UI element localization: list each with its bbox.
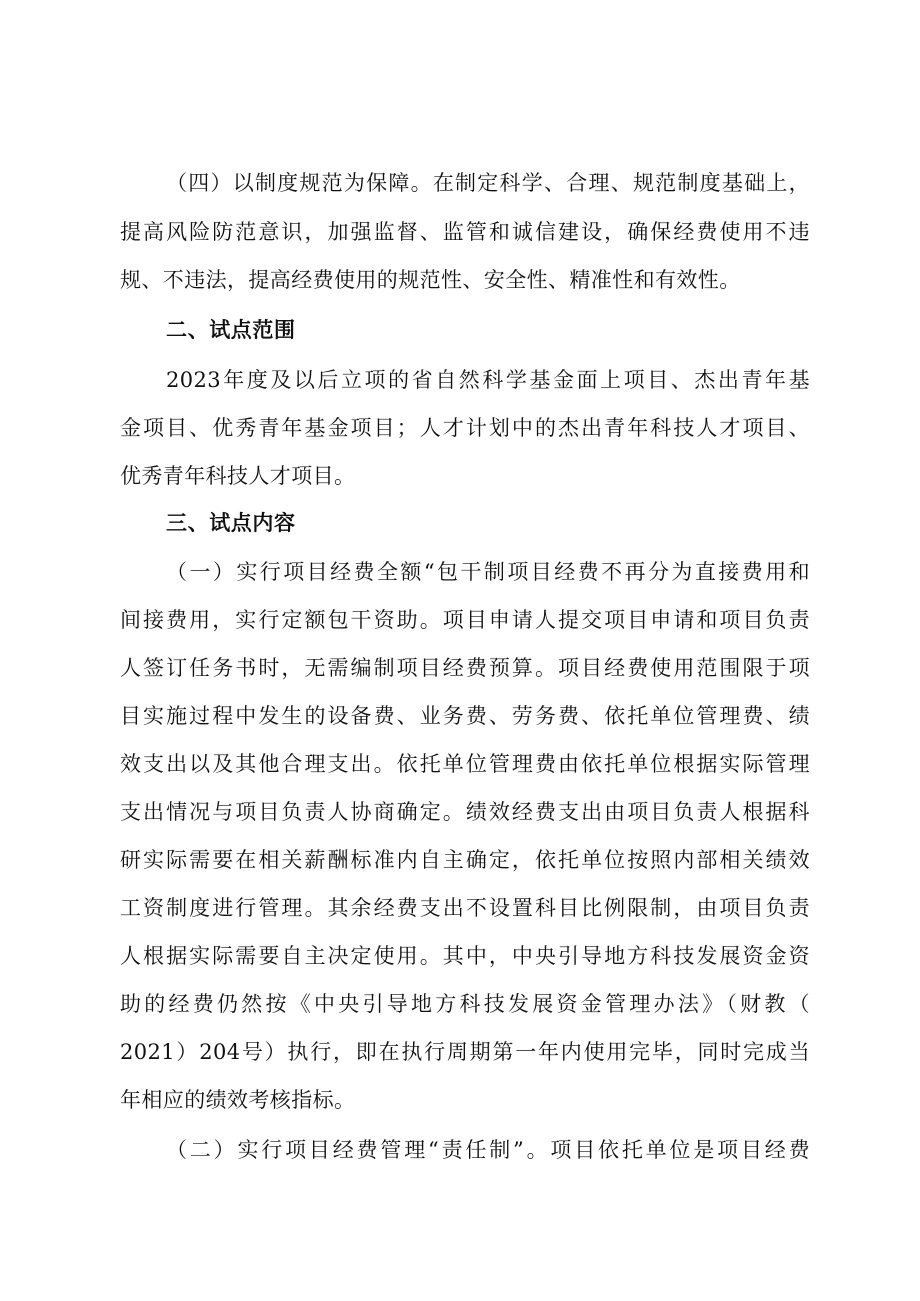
para-one-line-10: 助的经费仍然按《中央引导地方科技发展资金管理办法》（财教（	[120, 992, 810, 1016]
para-four-line-3: 规、不违法，提高经费使用的规范性、安全性、精准性和有效性。	[120, 268, 741, 292]
para-one-line-1: （一）实行项目经费全额“包干制项目经费不再分为直接费用和	[166, 560, 810, 584]
para-one-line-3: 人签订任务书时，无需编制项目经费预算。项目经费使用范围限于项	[120, 656, 810, 680]
section-heading-scope: 二、试点范围	[166, 318, 296, 342]
para-one-line-6: 支出情况与项目负责人协商确定。绩效经费支出由项目负责人根据科	[120, 800, 810, 824]
para-scope-line-1: 2023年度及以后立项的省自然科学基金面上项目、杰出青年基	[166, 368, 810, 392]
para-one-line-4: 目实施过程中发生的设备费、业务费、劳务费、依托单位管理费、绩	[120, 704, 810, 728]
para-four-line-2: 提高风险防范意识，加强监督、监管和诚信建设，确保经费使用不违	[120, 220, 810, 244]
para-one-line-12: 年相应的绩效考核指标。	[120, 1088, 356, 1112]
para-one-line-8: 工资制度进行管理。其余经费支出不设置科目比例限制，由项目负责	[120, 896, 810, 920]
para-four-line-1: （四）以制度规范为保障。在制定科学、合理、规范制度基础上，	[166, 171, 810, 195]
section-heading-content: 三、试点内容	[166, 511, 296, 535]
para-one-line-11: 2021）204号）执行，即在执行周期第一年内使用完毕，同时完成当	[120, 1040, 810, 1064]
para-scope-line-2: 金项目、优秀青年基金项目；人才计划中的杰出青年科技人才项目、	[120, 416, 810, 440]
para-one-line-2: 间接费用，实行定额包干资助。项目申请人提交项目申请和项目负责	[120, 608, 810, 632]
para-one-line-5: 效支出以及其他合理支出。依托单位管理费由依托单位根据实际管理	[120, 752, 810, 776]
para-scope-line-3: 优秀青年科技人才项目。	[120, 464, 356, 488]
para-one-line-7: 研实际需要在相关薪酬标准内自主确定，依托单位按照内部相关绩效	[120, 848, 810, 872]
para-two-line-1: （二）实行项目经费管理“责任制”。项目依托单位是项目经费	[166, 1138, 810, 1162]
para-one-line-9: 人根据实际需要自主决定使用。其中，中央引导地方科技发展资金资	[120, 944, 810, 968]
